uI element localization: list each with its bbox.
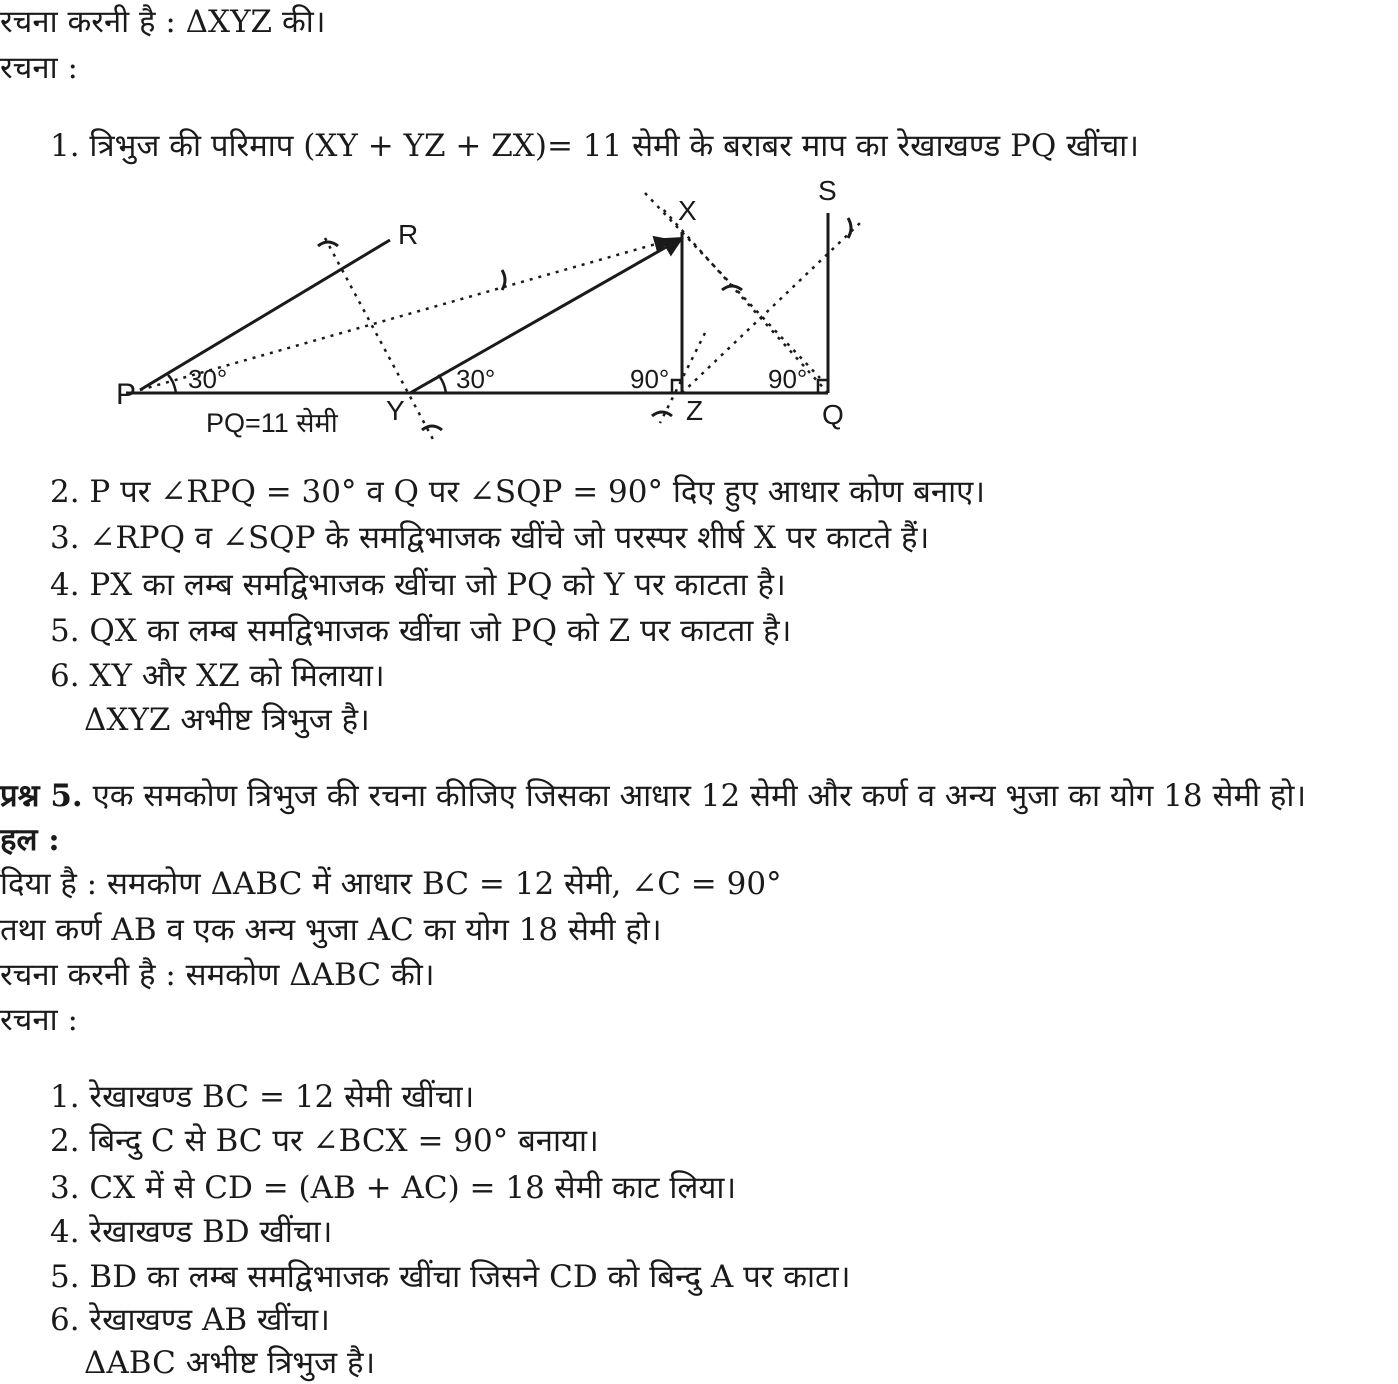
construction-figure	[100, 168, 880, 458]
construction-step: 6. रेखाखण्ड AB खींचा।	[50, 1302, 330, 1338]
conclusion: ΔXYZ अभीष्ट त्रिभुज है।	[84, 702, 370, 738]
construction-heading: रचना :	[0, 50, 78, 86]
label-y: Y	[386, 395, 405, 426]
label-pq-length: PQ=11 सेमी	[206, 408, 338, 438]
construction-step: 3. ∠RPQ व ∠SQP के समद्विभाजक खींचे जो परस्पर शीर्ष X पर काटते हैं।	[50, 520, 930, 556]
ray-pr	[140, 240, 390, 390]
construction-step: 2. P पर ∠RPQ = 30° व Q पर ∠SQP = 90° दिए हुए आधार कोण बनाए।	[50, 474, 986, 510]
to-construct-xyz: रचना करनी है : ΔXYZ की।	[0, 4, 326, 40]
label-s: S	[818, 175, 837, 206]
construction-step: 4. रेखाखण्ड BD खींचा।	[50, 1214, 333, 1250]
arc-mark	[652, 412, 672, 416]
label-r: R	[398, 219, 419, 250]
angle-label-q: 90°	[768, 364, 808, 394]
arc-mark	[848, 218, 851, 238]
construction-step: 4. PX का लम्ब समद्विभाजक खींचा जो PQ को Y पर काटता है।	[50, 567, 786, 603]
construction-step: 1. रेखाखण्ड BC = 12 सेमी खींचा।	[50, 1079, 475, 1115]
construction-heading: रचना :	[0, 1002, 78, 1038]
conclusion: ΔABC अभीष्ट त्रिभुज है।	[84, 1345, 376, 1381]
label-q: Q	[822, 399, 844, 430]
construction-step: 6. XY और XZ को मिलाया।	[50, 658, 385, 694]
label-z: Z	[686, 395, 704, 426]
label-p: P	[116, 378, 137, 411]
label-x: X	[678, 195, 697, 226]
given-line-1: दिया है : समकोण ΔABC में आधार BC = 12 सेमी, ∠C = 90°	[0, 866, 782, 902]
given-line-2: तथा कर्ण AB व एक अन्य भुजा AC का योग 18 सेमी हो।	[0, 912, 662, 948]
angle-label-y: 30°	[456, 364, 496, 394]
angle-arc-y	[438, 375, 446, 393]
construction-step: 5. QX का लम्ब समद्विभाजक खींचा जो PQ को Z पर काटता है।	[50, 613, 792, 649]
question-text: एक समकोण त्रिभुज की रचना कीजिए जिसका आधार 12 सेमी और कर्ण व अन्य भुजा का योग 18 सेमी हो।	[82, 778, 1307, 814]
construction-step: 3. CX में से CD = (AB + AC) = 18 सेमी काट लिया।	[50, 1170, 737, 1206]
to-construct-abc: रचना करनी है : समकोण ΔABC की।	[0, 957, 435, 993]
construction-step: 5. BD का लम्ब समद्विभाजक खींचा जिसने CD को बिन्दु A पर काटा।	[50, 1259, 851, 1295]
construction-step: 2. बिन्दु C से BC पर ∠BCX = 90° बनाया।	[50, 1123, 599, 1159]
arc-mark	[722, 286, 742, 290]
arc-mark	[318, 242, 338, 246]
arc-mark	[502, 270, 505, 290]
arc-mark	[422, 426, 442, 430]
question-number: प्रश्न 5.	[0, 778, 83, 814]
angle-label-z: 90°	[630, 364, 670, 394]
angle-label-p: 30°	[188, 364, 228, 394]
solution-heading: हल :	[0, 822, 60, 858]
angle-arc-p	[168, 375, 176, 393]
question-5	[0, 776, 1306, 816]
construction-step: 1. त्रिभुज की परिमाप (XY + YZ + ZX)= 11 सेमी के बराबर माप का रेखाखण्ड PQ खींचा।	[50, 128, 1140, 164]
